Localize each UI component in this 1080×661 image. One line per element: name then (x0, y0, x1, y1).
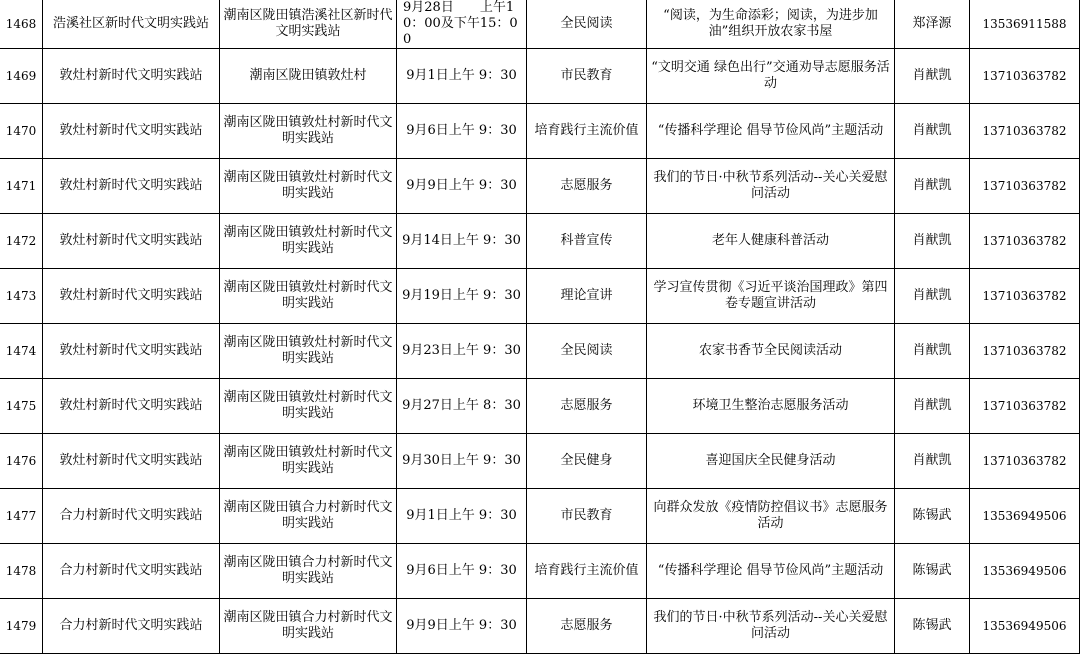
row-number-cell: 1469 (0, 49, 43, 104)
activity-cell: 喜迎国庆全民健身活动 (647, 434, 895, 489)
time-cell: 9月9日上午 9：30 (397, 599, 527, 654)
location-cell: 潮南区陇田镇敦灶村新时代文明实践站 (220, 214, 397, 269)
row-number-cell: 1471 (0, 159, 43, 214)
station-name-cell: 敦灶村新时代文明实践站 (43, 324, 220, 379)
activity-cell: 向群众发放《疫情防控倡议书》志愿服务活动 (647, 489, 895, 544)
table-row (0, 0, 1080, 49)
location-cell: 潮南区陇田镇合力村新时代文明实践站 (220, 489, 397, 544)
row-number-cell: 1470 (0, 104, 43, 159)
station-name-cell: 浩溪社区新时代文明实践站 (43, 0, 220, 49)
row-number-cell: 1479 (0, 599, 43, 654)
station-name-cell: 敦灶村新时代文明实践站 (43, 159, 220, 214)
time-cell: 9月1日上午 9：30 (397, 489, 527, 544)
row-number-cell: 1475 (0, 379, 43, 434)
activity-cell: “传播科学理论 倡导节俭风尚”主题活动 (647, 104, 895, 159)
activity-cell: “文明交通 绿色出行”交通劝导志愿服务活动 (647, 49, 895, 104)
contact-person-cell: 肖猷凯 (895, 324, 970, 379)
row-number-cell: 1468 (0, 0, 43, 49)
contact-person-cell: 郑泽源 (895, 0, 970, 49)
table-row (0, 544, 1080, 599)
activity-cell: 我们的节日·中秋节系列活动--关心关爱慰问活动 (647, 599, 895, 654)
category-cell: 理论宣讲 (527, 269, 647, 324)
station-name-cell: 敦灶村新时代文明实践站 (43, 269, 220, 324)
table-row (0, 104, 1080, 159)
location-cell: 潮南区陇田镇敦灶村新时代文明实践站 (220, 159, 397, 214)
row-number-cell: 1477 (0, 489, 43, 544)
contact-person-cell: 肖猷凯 (895, 49, 970, 104)
location-cell: 潮南区陇田镇敦灶村新时代文明实践站 (220, 379, 397, 434)
phone-cell: 13536949506 (970, 489, 1080, 544)
contact-person-cell: 陈锡武 (895, 489, 970, 544)
row-number-cell: 1476 (0, 434, 43, 489)
activity-cell: 环境卫生整治志愿服务活动 (647, 379, 895, 434)
activity-cell: “传播科学理论 倡导节俭风尚”主题活动 (647, 544, 895, 599)
contact-person-cell: 肖猷凯 (895, 104, 970, 159)
time-cell: 9月6日上午 9：30 (397, 104, 527, 159)
station-name-cell: 敦灶村新时代文明实践站 (43, 104, 220, 159)
table-row (0, 379, 1080, 434)
activity-cell: 学习宣传贯彻《习近平谈治国理政》第四卷专题宣讲活动 (647, 269, 895, 324)
time-cell: 9月28日 上午10：00及下午15：00 (397, 0, 527, 49)
category-cell: 科普宣传 (527, 214, 647, 269)
time-cell: 9月30日上午 9：30 (397, 434, 527, 489)
phone-cell: 13536949506 (970, 544, 1080, 599)
row-number-cell: 1472 (0, 214, 43, 269)
category-cell: 志愿服务 (527, 379, 647, 434)
location-cell: 潮南区陇田镇浩溪社区新时代文明实践站 (220, 0, 397, 49)
phone-cell: 13536949506 (970, 599, 1080, 654)
time-cell: 9月27日上午 8：30 (397, 379, 527, 434)
table-row (0, 324, 1080, 379)
activity-cell: 老年人健康科普活动 (647, 214, 895, 269)
station-name-cell: 合力村新时代文明实践站 (43, 599, 220, 654)
table-row (0, 159, 1080, 214)
time-cell: 9月6日上午 9：30 (397, 544, 527, 599)
contact-person-cell: 肖猷凯 (895, 269, 970, 324)
phone-cell: 13710363782 (970, 214, 1080, 269)
category-cell: 全民健身 (527, 434, 647, 489)
phone-cell: 13710363782 (970, 269, 1080, 324)
phone-cell: 13710363782 (970, 324, 1080, 379)
phone-cell: 13710363782 (970, 379, 1080, 434)
station-name-cell: 合力村新时代文明实践站 (43, 544, 220, 599)
phone-cell: 13536911588 (970, 0, 1080, 49)
category-cell: 志愿服务 (527, 599, 647, 654)
station-name-cell: 敦灶村新时代文明实践站 (43, 214, 220, 269)
station-name-cell: 敦灶村新时代文明实践站 (43, 434, 220, 489)
contact-person-cell: 肖猷凯 (895, 434, 970, 489)
category-cell: 培育践行主流价值 (527, 104, 647, 159)
location-cell: 潮南区陇田镇敦灶村新时代文明实践站 (220, 104, 397, 159)
location-cell: 潮南区陇田镇敦灶村新时代文明实践站 (220, 269, 397, 324)
station-name-cell: 敦灶村新时代文明实践站 (43, 49, 220, 104)
activity-cell: 农家书香节全民阅读活动 (647, 324, 895, 379)
category-cell: 培育践行主流价值 (527, 544, 647, 599)
time-cell: 9月1日上午 9：30 (397, 49, 527, 104)
category-cell: 全民阅读 (527, 324, 647, 379)
row-number-cell: 1478 (0, 544, 43, 599)
table-row (0, 269, 1080, 324)
table-row (0, 599, 1080, 654)
location-cell: 潮南区陇田镇敦灶村新时代文明实践站 (220, 434, 397, 489)
contact-person-cell: 陈锡武 (895, 599, 970, 654)
category-cell: 全民阅读 (527, 0, 647, 49)
row-number-cell: 1473 (0, 269, 43, 324)
location-cell: 潮南区陇田镇合力村新时代文明实践站 (220, 544, 397, 599)
category-cell: 志愿服务 (527, 159, 647, 214)
station-name-cell: 合力村新时代文明实践站 (43, 489, 220, 544)
activity-cell: “阅读，为生命添彩；阅读，为进步加油”组织开放农家书屋 (647, 0, 895, 49)
contact-person-cell: 肖猷凯 (895, 214, 970, 269)
phone-cell: 13710363782 (970, 159, 1080, 214)
location-cell: 潮南区陇田镇合力村新时代文明实践站 (220, 599, 397, 654)
location-cell: 潮南区陇田镇敦灶村新时代文明实践站 (220, 324, 397, 379)
table-row (0, 434, 1080, 489)
time-cell: 9月23日上午 9：30 (397, 324, 527, 379)
table-row (0, 214, 1080, 269)
category-cell: 市民教育 (527, 489, 647, 544)
location-cell: 潮南区陇田镇敦灶村 (220, 49, 397, 104)
phone-cell: 13710363782 (970, 104, 1080, 159)
table-row (0, 49, 1080, 104)
time-cell: 9月9日上午 9：30 (397, 159, 527, 214)
contact-person-cell: 陈锡武 (895, 544, 970, 599)
phone-cell: 13710363782 (970, 49, 1080, 104)
activity-cell: 我们的节日·中秋节系列活动--关心关爱慰问活动 (647, 159, 895, 214)
row-number-cell: 1474 (0, 324, 43, 379)
station-name-cell: 敦灶村新时代文明实践站 (43, 379, 220, 434)
time-cell: 9月14日上午 9：30 (397, 214, 527, 269)
category-cell: 市民教育 (527, 49, 647, 104)
table-row (0, 489, 1080, 544)
time-cell: 9月19日上午 9：30 (397, 269, 527, 324)
contact-person-cell: 肖猷凯 (895, 379, 970, 434)
contact-person-cell: 肖猷凯 (895, 159, 970, 214)
phone-cell: 13710363782 (970, 434, 1080, 489)
